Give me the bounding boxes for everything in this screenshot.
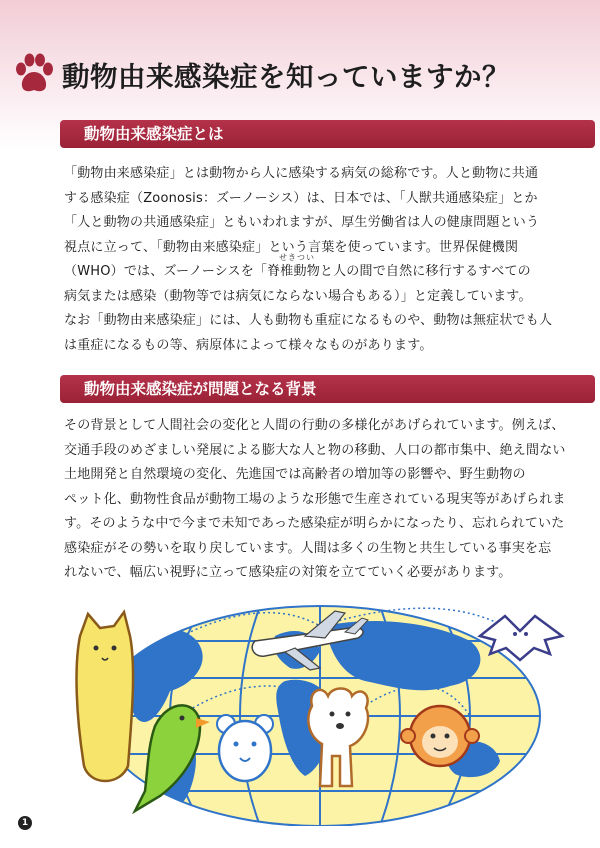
body-line: ペット化、動物性食品が動物工場のような形態で生産されている現実等があげられま (64, 491, 566, 507)
body-line: す。そのような中で今まで未知であった感染症が明らかになったり、忘れられていた (64, 516, 565, 531)
page-number: 1 (18, 816, 32, 830)
body-line: 視点に立って、「動物由来感染症」という言葉を使っています。世界保健機関 (64, 239, 519, 255)
body-line: なお「動物由来感染症」には、人も動物も重症になるものや、動物は無症状でも人 (64, 313, 553, 328)
section-heading: 動物由来感染症が問題となる背景 (60, 375, 595, 403)
body-line: （WHO）では、ズーノーシスを「脊椎動物と人の間で自然に移行するすべての (64, 264, 531, 279)
body-line: する感染症（Zoonosis：ズーノーシス）は、日本では、「人獣共通感染症」とか (64, 190, 538, 206)
ruby-annotation: せきつい (279, 253, 315, 262)
body-line: れないで、幅広い視野に立って感染症の対策を立てていく必要があります。 (64, 565, 512, 580)
bat-image (480, 616, 562, 660)
bear-image (217, 715, 273, 781)
section-body (64, 162, 594, 358)
body-line: 土地開発と自然環境の変化、先進国では高齢者の増加等の影響や、野生動物の (64, 467, 526, 482)
body-line: 感染症がその勢いを取り戻しています。人間は多くの生物と共生している事実を忘 (64, 540, 552, 556)
title-row (12, 50, 510, 98)
world-animals-illustration (50, 596, 600, 826)
body-line: 交通手段のめざましい発展による膨大な人と物の移動、人口の都市集中、絶え間ない (64, 442, 566, 458)
body-line: その背景として人間社会の変化と人間の行動の多様化があげられています。例えば、 (64, 418, 565, 433)
page-title: 動物由来感染症を知っていますか？ (62, 61, 510, 93)
paw-print-icon (12, 52, 56, 96)
body-line: 「動物由来感染症」とは動物から人に感染する病気の総称です。人と動物に共通 (64, 166, 539, 181)
section-heading: 動物由来感染症とは (60, 120, 595, 148)
body-line: は重症になるもの等、病原体によって様々なものがあります。 (64, 337, 433, 353)
section-body (64, 414, 594, 586)
body-line: 「人と動物の共通感染症」ともいわれますが、厚生労働省は人の健康問題という (64, 215, 540, 230)
cat-image (77, 612, 134, 781)
body-line: 病気または感染（動物等では病気にならない場合もある）」と定義しています。 (64, 288, 532, 304)
